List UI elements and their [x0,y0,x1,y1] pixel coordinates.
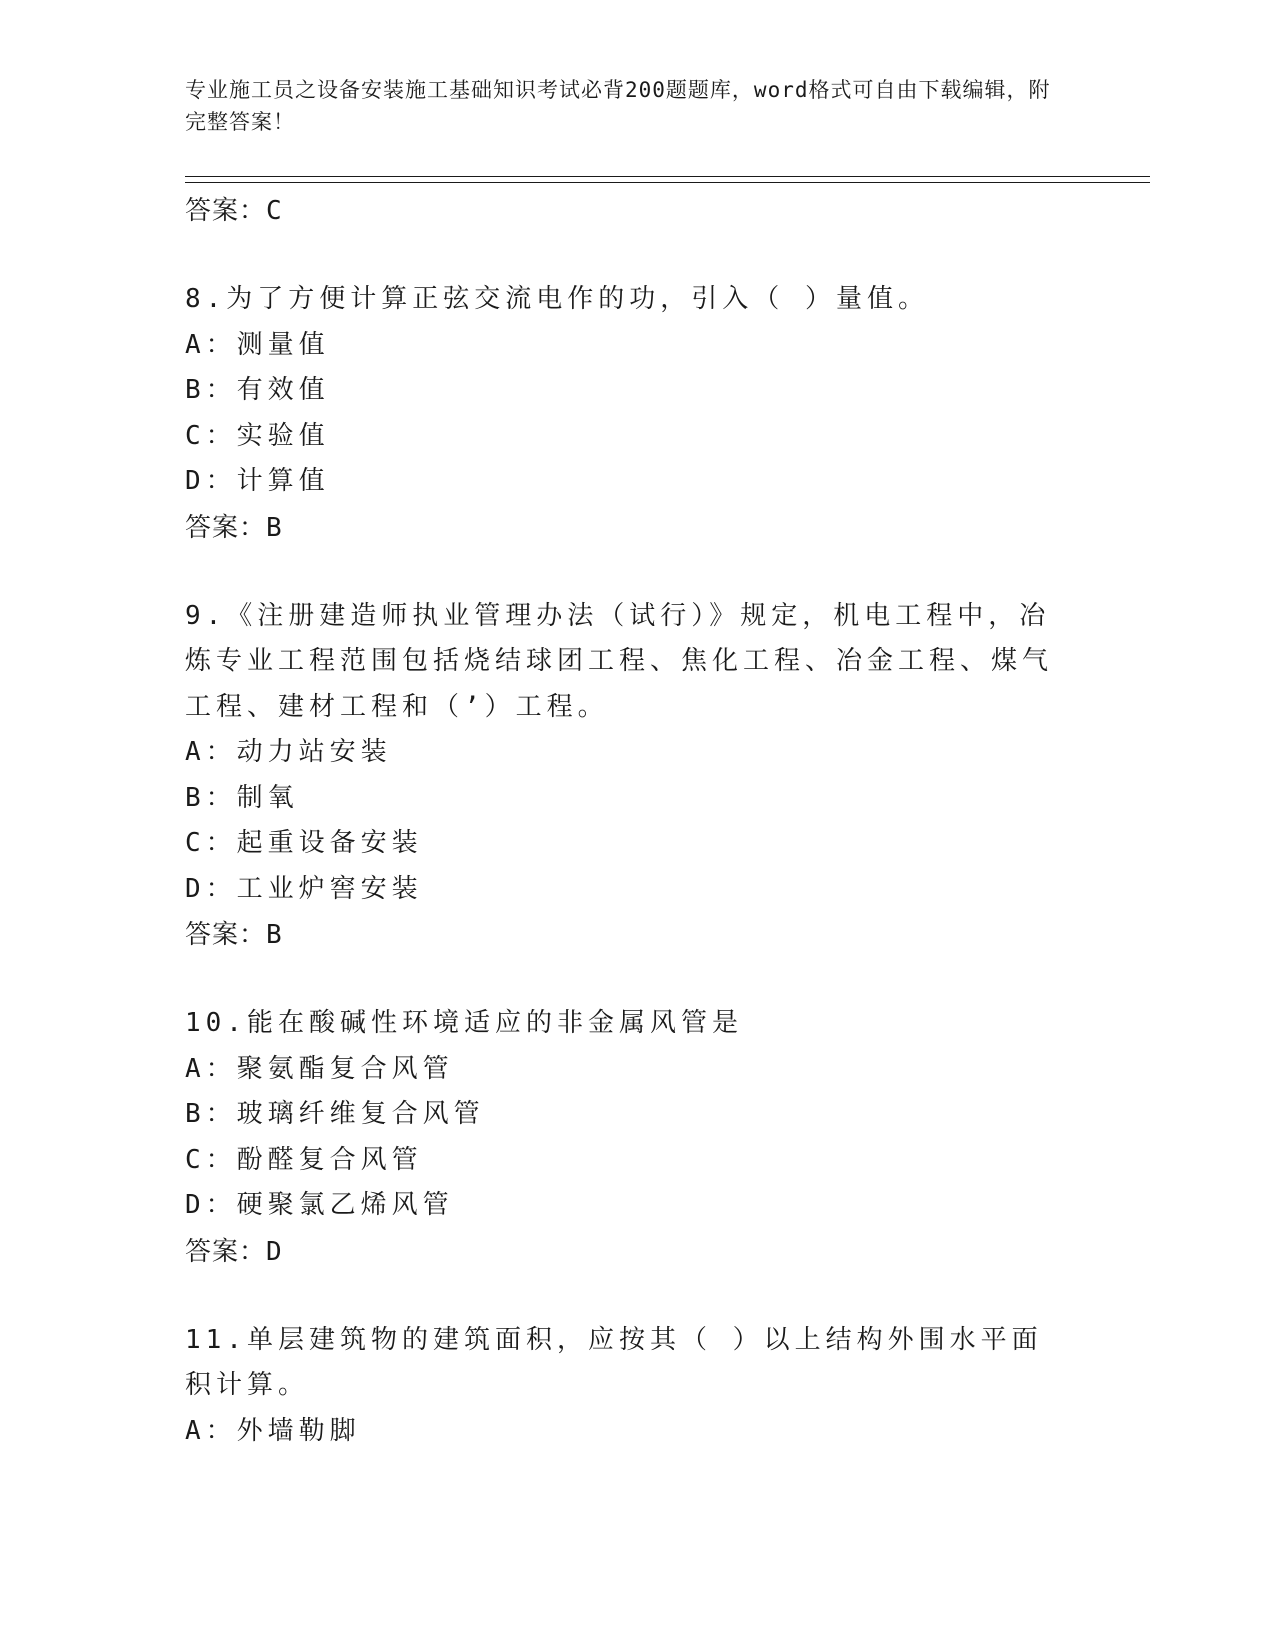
question-list [185,188,1065,1454]
answer-label: 答案： [185,196,267,226]
option-a: A：动力站安装 [185,737,392,767]
spacer [185,958,1065,1001]
option-b: B：制氧 [185,782,299,813]
option-a: A：测量值 [185,329,330,360]
answer-value: B [266,512,283,543]
answer-value: B [266,920,283,950]
question-text: 8.为了方便计算正弦交流电作的功，引入（ ）量值。 [185,284,929,314]
option-a: A：外墙勒脚 [185,1415,361,1446]
header-double-rule [185,176,1150,183]
option-c: C：酚醛复合风管 [185,1144,423,1175]
answer-value: C [266,196,283,226]
option-b: B：有效值 [185,375,330,405]
option-d: D：硬聚氯乙烯风管 [185,1190,454,1220]
spacer [185,551,1065,594]
answer-line [185,1229,1065,1275]
answer-line [185,505,1065,551]
answer-line [185,912,1065,958]
answer-line [185,188,1065,234]
option-b: B：玻璃纤维复合风管 [185,1099,485,1129]
answer-label: 答案： [185,920,267,950]
question-text: 10.能在酸碱性环境适应的非金属风管是 [185,1008,743,1038]
document-header-title: 专业施工员之设备安装施工基础知识考试必背200题题库，word格式可自由下载编辑，附完整答案！ [185,78,1051,134]
option-c: C：起重设备安装 [185,828,423,858]
spacer [185,1275,1065,1318]
answer-label: 答案： [185,512,267,543]
answer-value: D [266,1236,283,1267]
option-d: D：工业炉窖安装 [185,873,423,904]
question-text: 11.单层建筑物的建筑面积，应按其（ ）以上结构外围水平面积计算。 [185,1324,1043,1400]
answer-label: 答案： [185,1236,267,1267]
question-text: 9.《注册建造师执业管理办法（试行）》规定，机电工程中，冶炼专业工程范围包括烧结球团工程、焦化工程、冶金工程、煤气工程、建材工程和（’）工程。 [185,600,1054,722]
spacer [185,234,1065,277]
option-c: C：实验值 [185,420,330,451]
option-a: A：聚氨酯复合风管 [185,1053,454,1084]
option-d: D：计算值 [185,466,330,496]
